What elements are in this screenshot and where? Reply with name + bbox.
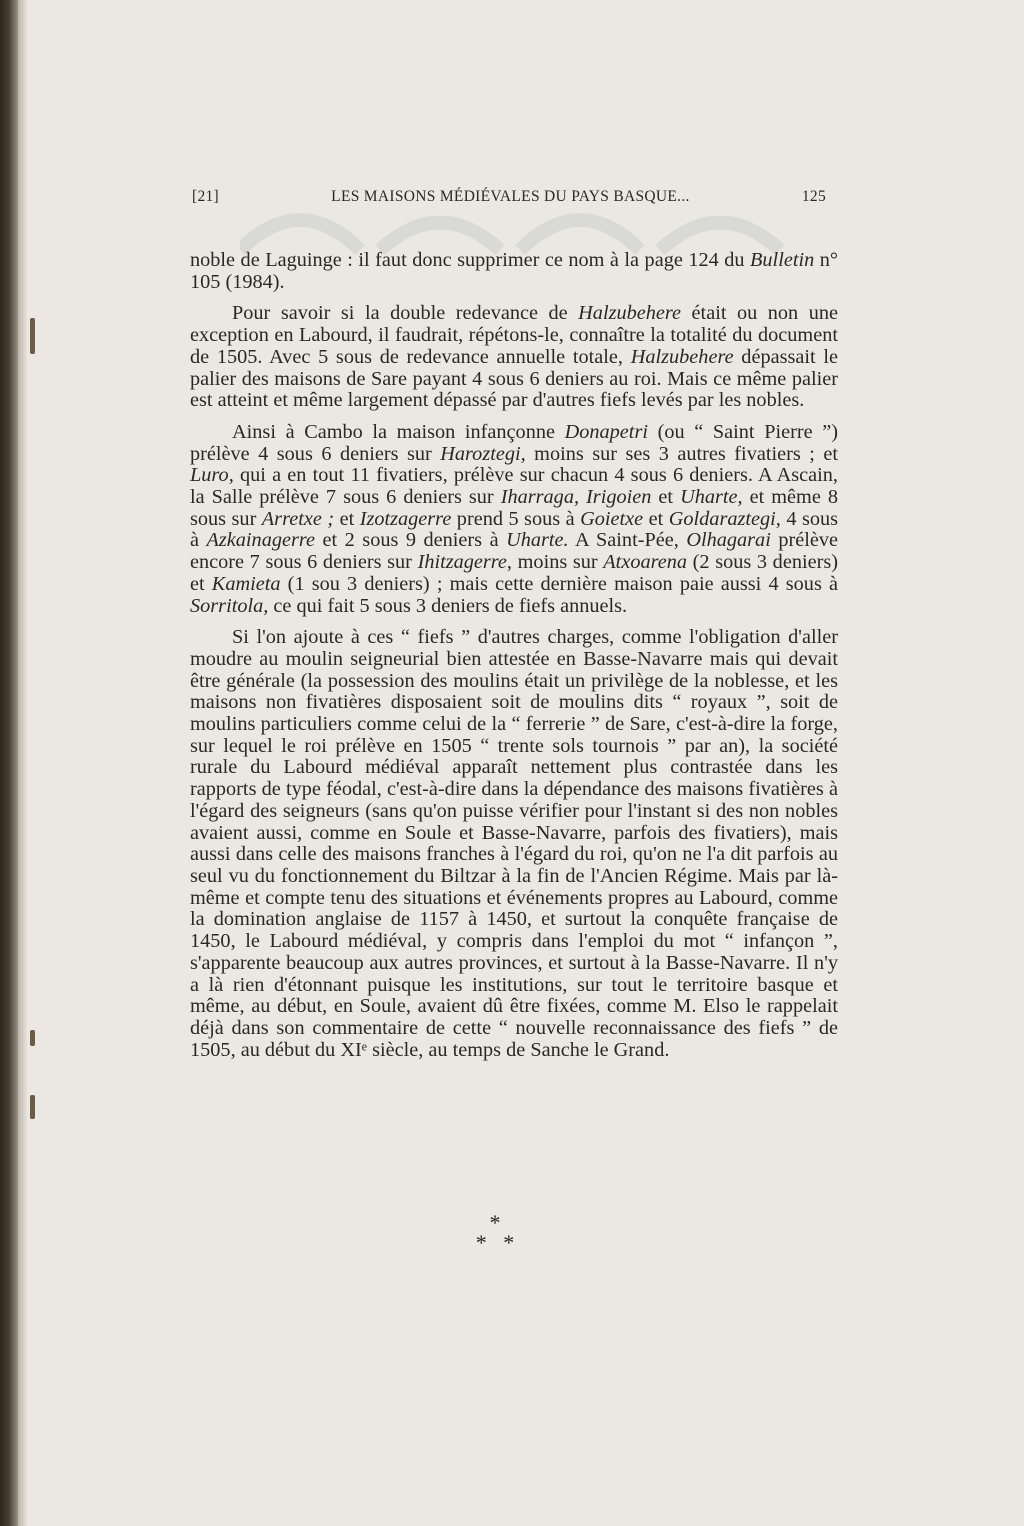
running-title: LES MAISONS MÉDIÉVALES DU PAYS BASQUE... (331, 188, 690, 205)
text-run: (1 sou 3 deniers) ; mais cette dernière maison paie aussi 4 sous à (280, 572, 838, 595)
italic-term: Arretxe ; (261, 507, 335, 530)
text-run: n° 105 (1984). (190, 249, 838, 293)
paragraph (190, 627, 838, 1061)
text-run: et (651, 486, 681, 509)
text-run: et (334, 507, 360, 530)
italic-term: Bulletin (750, 249, 815, 271)
text-run: moins sur ses 3 autres fivatiers ; et (525, 442, 838, 465)
text-run: qui a en tout 11 fivatiers, prélève sur chacun 4 sous 6 deniers. A Ascain, la Salle prélève 7 sous 6 deniers sur (190, 464, 838, 509)
text-run: ce qui fait 5 sous 3 deniers de fiefs annuels. (268, 594, 628, 617)
page-gutter-shadow (18, 0, 28, 1526)
section-separator (455, 1210, 535, 1255)
italic-term: Azkainagerre (206, 529, 316, 552)
text-run: Si l'on ajoute à ces “ fiefs ” d'autres charges, comme l'obligation d'aller moudre au moulin seigneurial bien attestée en Basse-Navarre mais qui devait être générale (la possession des moulins était un privilège de la noblesse, et les maisons non fivatières disposaient soit de moulins dits “ royaux ”, soit de moulins particuliers comme celui de la “ ferrerie ” de Sare, c'est-à-dire la forge, sur lequel le roi prélève en 1505 “ trente sols tournois ” par an), la société rurale du Labourd médiéval apparaît nettement plus contrastée dans les rapports de type féodal, c'est-à-dire dans la dépendance des maisons fivatières à l'égard des seigneurs (sans qu'on puisse vérifier pour l'instant si des non nobles avaient aussi, comme en Soule et Basse-Navarre, parfois des fivatiers), mais aussi dans celle des maisons franches à l'égard du roi, qu'on ne l'a dit parfois au seul vu du fonctionnement du Biltzar à la fin de l'Ancien Régime. Mais par là-même et compte tenu des situations et événements propres au Labourd, comme la domination anglaise de 1157 à 1450, et surtout la conquête française de 1450, le Labourd médiéval, y compris dans l'emploi du mot “ infançon ”, s'apparente beaucoup aux autres provinces, et surtout à la Basse-Navarre. Il n'y a là rien d'étonnant puisque les institutions, sur tout le territoire basque et même, au début, en Soule, avaient dû être fixées, comme M. Elso le rappelait déjà dans son commentaire de cette “ nouvelle reconnaissance des fiefs ” de 1505, au début du XIᵉ siècle, au temps de Sanche le Grand. (190, 626, 838, 1061)
paragraph (190, 250, 838, 293)
italic-term: Halzubehere (578, 302, 682, 325)
text-run: (2 sous 3 deniers) et (190, 551, 838, 595)
text-run: prélève encore 7 sous 6 deniers sur (190, 529, 839, 574)
paragraph (190, 303, 838, 412)
text-run: et même 8 sous sur (190, 486, 838, 530)
italic-term: Halzubehere (630, 345, 734, 368)
asterisk-bottom: * * (475, 1230, 515, 1255)
italic-term: Goldaraztegi, (668, 507, 781, 530)
italic-term: Atxoarena (603, 551, 688, 574)
book-spine-edge (0, 0, 18, 1526)
running-header (192, 188, 826, 206)
body-text (190, 250, 838, 1071)
text-run: dépassait le palier des maisons de Sare payant 4 sous 6 deniers au roi. Mais ce même palier est atteint et même largement dépassé par d'autres fiefs levés par les nobles. (190, 345, 838, 412)
text-run: 4 sous à (190, 507, 839, 552)
italic-term: Goietxe (580, 507, 644, 530)
paragraph (190, 422, 838, 617)
italic-term: Uharte, (680, 486, 743, 509)
text-run: noble de Laguinge : il faut donc supprimer ce nom à la page 124 du (190, 249, 751, 271)
italic-term: Iharraga, Irigoien (500, 486, 652, 509)
text-run: et (643, 507, 669, 530)
binding-mark (30, 1095, 35, 1119)
italic-term: Olhagarai (686, 529, 771, 552)
italic-term: Haroztegi, (440, 442, 526, 465)
chapter-number: [21] (192, 188, 220, 205)
text-run: Ainsi à Cambo la maison infançonne (232, 420, 565, 443)
italic-term: Izotzagerre (359, 507, 452, 530)
text-run: était ou non une exception en Labourd, il faudrait, répétons-le, connaître la totalité du document de 1505. Avec 5 sous de redevance annuelle totale, (190, 302, 838, 368)
italic-term: Uharte. (506, 529, 569, 552)
italic-term: Donapetri (564, 420, 648, 443)
text-run: moins sur (512, 551, 604, 574)
italic-term: Sorritola, (190, 594, 269, 617)
binding-mark (30, 1030, 35, 1046)
text-run: et 2 sous 9 deniers à (315, 529, 507, 552)
italic-term: Luro, (190, 464, 234, 487)
binding-mark (30, 318, 35, 354)
text-run: A Saint-Pée, (568, 529, 687, 552)
asterisk-top: * (489, 1210, 501, 1235)
text-run: prend 5 sous à (451, 507, 581, 530)
page-number: 125 (801, 188, 826, 205)
text-run: Pour savoir si la double redevance de (232, 302, 579, 325)
italic-term: Kamieta (211, 572, 281, 595)
italic-term: Ihitzagerre, (417, 551, 513, 574)
text-run: (ou “ Saint Pierre ”) prélève 4 sous 6 deniers sur (190, 420, 838, 465)
